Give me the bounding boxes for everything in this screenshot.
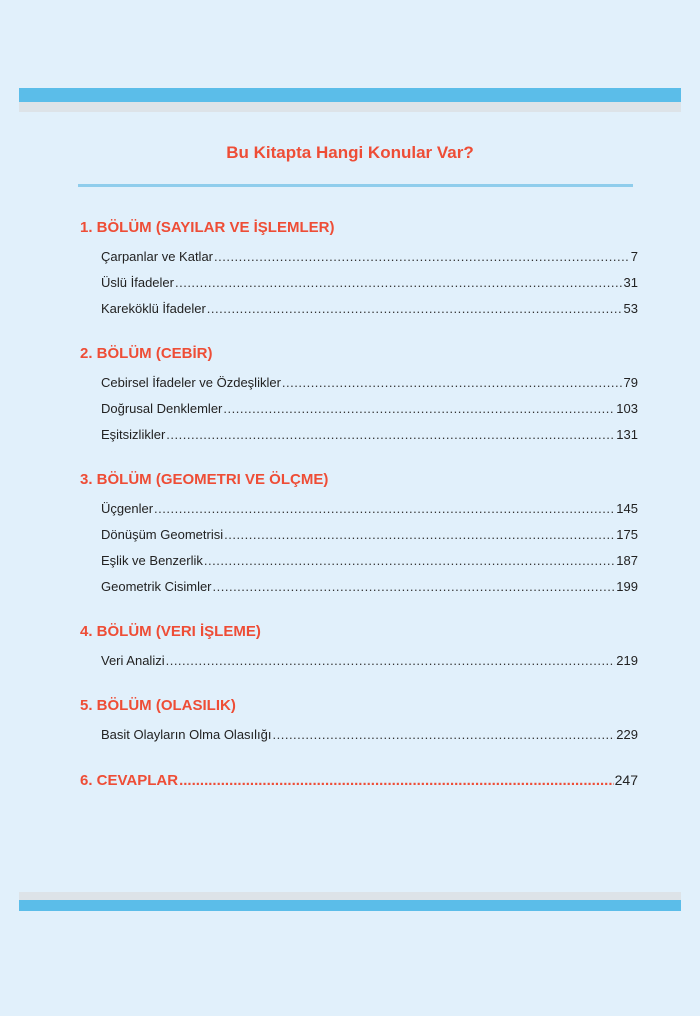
dot-leader — [154, 496, 615, 522]
section-4 — [80, 622, 638, 674]
section-1 — [80, 218, 638, 322]
section-5 — [80, 696, 638, 748]
dot-leader — [175, 270, 623, 296]
section-title: 5. BÖLÜM (OLASILIK) — [80, 697, 236, 714]
dot-leader — [179, 771, 614, 791]
entry-label: Eşlik ve Benzerlik — [101, 553, 203, 568]
toc-entry — [101, 496, 638, 522]
entry-label: Kareköklü İfadeler — [101, 301, 206, 316]
toc-entry — [101, 396, 638, 422]
dot-leader — [224, 522, 615, 548]
dot-leader — [166, 422, 615, 448]
entry-page: 131 — [616, 427, 638, 442]
toc-entry — [101, 270, 638, 296]
entry-label: Üçgenler — [101, 501, 154, 516]
title-divider — [78, 184, 633, 187]
answers-page: 247 — [614, 772, 638, 788]
entry-page: 79 — [623, 375, 638, 390]
dot-leader — [223, 396, 615, 422]
entry-page: 219 — [616, 653, 638, 668]
toc-entry — [101, 244, 638, 270]
dot-leader — [204, 548, 615, 574]
entry-label: Eşitsizlikler — [101, 427, 166, 442]
section-3 — [80, 470, 638, 600]
section-title: 1. BÖLÜM (SAYILAR VE İŞLEMLER) — [80, 219, 335, 236]
section-2 — [80, 344, 638, 448]
entry-label: Geometrik Cisimler — [101, 579, 212, 594]
section-title: 3. BÖLÜM (GEOMETRI VE ÖLÇME) — [80, 471, 329, 488]
answers-entry — [80, 770, 638, 791]
entry-page: 199 — [616, 579, 638, 594]
page-title: Bu Kitapta Hangi Konular Var? — [226, 143, 474, 162]
section-title: 2. BÖLÜM (CEBİR) — [80, 345, 213, 362]
entry-page: 103 — [616, 401, 638, 416]
entry-label: Basit Olayların Olma Olasılığı — [101, 727, 272, 742]
dot-leader — [214, 244, 630, 270]
dot-leader — [273, 722, 616, 748]
entry-label: Çarpanlar ve Katlar — [101, 249, 213, 264]
entry-page: 229 — [616, 727, 638, 742]
entry-label: Dönüşüm Geometrisi — [101, 527, 224, 542]
toc-entry — [101, 422, 638, 448]
toc-entry — [101, 548, 638, 574]
bottom-blue-band — [19, 900, 681, 911]
table-of-contents — [80, 218, 638, 791]
entry-label: Üslü İfadeler — [101, 275, 174, 290]
toc-entry — [101, 370, 638, 396]
top-blue-band — [19, 88, 681, 102]
toc-entry — [101, 648, 638, 674]
top-gray-band — [19, 102, 681, 112]
entry-label: Cebirsel İfadeler ve Özdeşlikler — [101, 375, 281, 390]
entry-page: 53 — [623, 301, 638, 316]
dot-leader — [213, 574, 616, 600]
toc-entry — [101, 522, 638, 548]
entry-page: 145 — [616, 501, 638, 516]
entry-page: 187 — [616, 553, 638, 568]
toc-entry — [101, 296, 638, 322]
entry-label: Veri Analizi — [101, 653, 165, 668]
entry-page: 31 — [623, 275, 638, 290]
toc-entry — [101, 574, 638, 600]
dot-leader — [207, 296, 623, 322]
entry-page: 7 — [630, 249, 638, 264]
entry-page: 175 — [616, 527, 638, 542]
answers-label: 6. CEVAPLAR — [80, 772, 179, 789]
entry-label: Doğrusal Denklemler — [101, 401, 223, 416]
dot-leader — [166, 648, 616, 674]
toc-entry — [101, 722, 638, 748]
section-title: 4. BÖLÜM (VERI İŞLEME) — [80, 623, 261, 640]
bottom-gray-band — [19, 892, 681, 900]
dot-leader — [282, 370, 623, 396]
